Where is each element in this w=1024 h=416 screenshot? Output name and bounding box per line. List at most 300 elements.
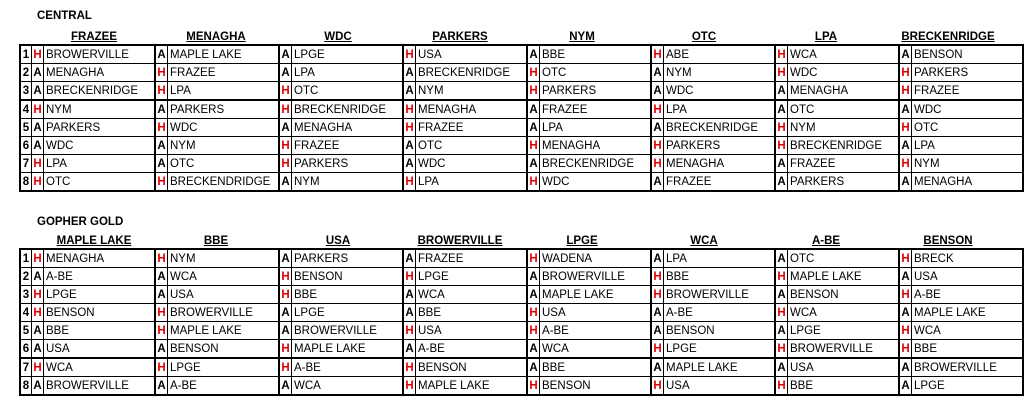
home-away-flag: A bbox=[279, 322, 292, 340]
column-header: LPGE bbox=[566, 235, 598, 247]
home-away-flag: H bbox=[155, 322, 168, 340]
opponent-cell: LPA bbox=[540, 119, 652, 137]
opponent-cell: LPA bbox=[44, 155, 156, 173]
opponent-cell: BENSON bbox=[168, 340, 280, 359]
home-away-flag: H bbox=[775, 45, 788, 64]
opponent-cell: FRAZEE bbox=[292, 137, 404, 155]
opponent-cell: OTC bbox=[912, 119, 1024, 137]
home-away-flag: A bbox=[527, 100, 540, 119]
row-number: 5 bbox=[20, 119, 32, 137]
home-away-flag: H bbox=[32, 358, 44, 377]
opponent-cell: BRECKENRIDGE bbox=[664, 119, 776, 137]
opponent-cell: BROWERVILLE bbox=[292, 322, 404, 340]
home-away-flag: A bbox=[527, 119, 540, 137]
home-away-flag: A bbox=[403, 286, 416, 304]
opponent-cell: USA bbox=[168, 286, 280, 304]
central-schedule-table bbox=[19, 44, 1024, 192]
home-away-flag: A bbox=[155, 137, 168, 155]
opponent-cell: LPGE bbox=[168, 358, 280, 377]
central-header bbox=[33, 28, 1009, 44]
row-number: 4 bbox=[20, 304, 32, 322]
home-away-flag: H bbox=[651, 268, 664, 286]
opponent-cell: MENAGHA bbox=[44, 64, 156, 82]
opponent-cell: A-BE bbox=[44, 268, 156, 286]
opponent-cell: A-BE bbox=[912, 286, 1024, 304]
opponent-cell: BENSON bbox=[416, 358, 528, 377]
home-away-flag: A bbox=[32, 82, 44, 101]
opponent-cell: FRAZEE bbox=[912, 82, 1024, 101]
opponent-cell: BBE bbox=[912, 340, 1024, 359]
opponent-cell: BRECKENRIDGE bbox=[44, 82, 156, 101]
home-away-flag: H bbox=[403, 119, 416, 137]
opponent-cell: MAPLE LAKE bbox=[788, 268, 900, 286]
home-away-flag: A bbox=[403, 304, 416, 322]
home-away-flag: A bbox=[403, 64, 416, 82]
home-away-flag: H bbox=[32, 173, 44, 192]
row-number: 8 bbox=[20, 377, 32, 396]
row-number: 6 bbox=[20, 137, 32, 155]
home-away-flag: A bbox=[279, 377, 292, 396]
home-away-flag: H bbox=[651, 137, 664, 155]
home-away-flag: A bbox=[32, 377, 44, 396]
home-away-flag: H bbox=[527, 249, 540, 268]
opponent-cell: BBE bbox=[664, 268, 776, 286]
opponent-cell: BBE bbox=[540, 45, 652, 64]
opponent-cell: LPGE bbox=[912, 377, 1024, 396]
opponent-cell: FRAZEE bbox=[416, 119, 528, 137]
home-away-flag: H bbox=[899, 64, 912, 82]
home-away-flag: A bbox=[527, 286, 540, 304]
home-away-flag: A bbox=[527, 268, 540, 286]
table-row bbox=[20, 137, 1023, 155]
row-number: 3 bbox=[20, 286, 32, 304]
opponent-cell: WDC bbox=[540, 173, 652, 192]
home-away-flag: A bbox=[32, 268, 44, 286]
home-away-flag: A bbox=[651, 304, 664, 322]
gopher-gold-header bbox=[33, 232, 1009, 248]
opponent-cell: BENSON bbox=[788, 286, 900, 304]
opponent-cell: WCA bbox=[540, 340, 652, 359]
home-away-flag: A bbox=[155, 377, 168, 396]
home-away-flag: A bbox=[899, 137, 912, 155]
home-away-flag: A bbox=[899, 268, 912, 286]
column-header: BBE bbox=[203, 235, 229, 247]
home-away-flag: H bbox=[651, 45, 664, 64]
opponent-cell: A-BE bbox=[416, 340, 528, 359]
opponent-cell: USA bbox=[788, 358, 900, 377]
gopher-gold-schedule-table bbox=[19, 248, 1024, 396]
home-away-flag: H bbox=[155, 64, 168, 82]
home-away-flag: H bbox=[155, 304, 168, 322]
table-row bbox=[20, 268, 1023, 286]
home-away-flag: A bbox=[899, 100, 912, 119]
opponent-cell: MAPLE LAKE bbox=[168, 322, 280, 340]
column-header: BENSON bbox=[923, 235, 973, 247]
column-header: WDC bbox=[324, 31, 352, 43]
opponent-cell: LPA bbox=[292, 64, 404, 82]
opponent-cell: OTC bbox=[540, 64, 652, 82]
opponent-cell: ABE bbox=[664, 45, 776, 64]
table-row bbox=[20, 100, 1023, 119]
table-row bbox=[20, 119, 1023, 137]
opponent-cell: MAPLE LAKE bbox=[664, 358, 776, 377]
home-away-flag: H bbox=[32, 100, 44, 119]
home-away-flag: H bbox=[527, 137, 540, 155]
opponent-cell: WDC bbox=[664, 82, 776, 101]
opponent-cell: BRECKENRIDGE bbox=[540, 155, 652, 173]
home-away-flag: A bbox=[651, 119, 664, 137]
opponent-cell: FRAZEE bbox=[664, 173, 776, 192]
column-header: MAPLE LAKE bbox=[56, 235, 132, 247]
home-away-flag: H bbox=[899, 322, 912, 340]
row-number: 1 bbox=[20, 45, 32, 64]
home-away-flag: H bbox=[899, 82, 912, 101]
opponent-cell: OTC bbox=[168, 155, 280, 173]
home-away-flag: A bbox=[279, 64, 292, 82]
home-away-flag: H bbox=[527, 82, 540, 101]
opponent-cell: BROWERVILLE bbox=[540, 268, 652, 286]
opponent-cell: NYM bbox=[912, 155, 1024, 173]
home-away-flag: H bbox=[527, 322, 540, 340]
table-row bbox=[20, 304, 1023, 322]
opponent-cell: BBE bbox=[416, 304, 528, 322]
table-row bbox=[20, 249, 1023, 268]
opponent-cell: NYM bbox=[788, 119, 900, 137]
home-away-flag: H bbox=[775, 64, 788, 82]
column-header: FRAZEE bbox=[71, 31, 117, 43]
row-number: 7 bbox=[20, 155, 32, 173]
opponent-cell: BRECKENDRIDGE bbox=[168, 173, 280, 192]
home-away-flag: H bbox=[775, 137, 788, 155]
opponent-cell: WCA bbox=[788, 304, 900, 322]
opponent-cell: MENAGHA bbox=[664, 155, 776, 173]
opponent-cell: BROWERVILLE bbox=[44, 45, 156, 64]
opponent-cell: MAPLE LAKE bbox=[168, 45, 280, 64]
opponent-cell: BRECK bbox=[912, 249, 1024, 268]
home-away-flag: H bbox=[155, 358, 168, 377]
opponent-cell: WCA bbox=[416, 286, 528, 304]
home-away-flag: A bbox=[899, 304, 912, 322]
home-away-flag: H bbox=[403, 358, 416, 377]
opponent-cell: BBE bbox=[788, 377, 900, 396]
table-row bbox=[20, 45, 1023, 64]
central-section bbox=[19, 28, 1009, 192]
home-away-flag: A bbox=[899, 173, 912, 192]
home-away-flag: H bbox=[403, 322, 416, 340]
opponent-cell: NYM bbox=[168, 249, 280, 268]
opponent-cell: PARKERS bbox=[912, 64, 1024, 82]
home-away-flag: H bbox=[527, 173, 540, 192]
opponent-cell: PARKERS bbox=[168, 100, 280, 119]
table-row bbox=[20, 82, 1023, 101]
opponent-cell: A-BE bbox=[540, 322, 652, 340]
opponent-cell: MENAGHA bbox=[912, 173, 1024, 192]
home-away-flag: A bbox=[651, 358, 664, 377]
home-away-flag: A bbox=[775, 82, 788, 101]
opponent-cell: MAPLE LAKE bbox=[292, 340, 404, 359]
home-away-flag: H bbox=[32, 155, 44, 173]
home-away-flag: H bbox=[651, 100, 664, 119]
opponent-cell: FRAZEE bbox=[540, 100, 652, 119]
home-away-flag: A bbox=[32, 137, 44, 155]
opponent-cell: LPGE bbox=[44, 286, 156, 304]
table-row bbox=[20, 155, 1023, 173]
opponent-cell: USA bbox=[664, 377, 776, 396]
opponent-cell: LPA bbox=[168, 82, 280, 101]
opponent-cell: LPGE bbox=[664, 340, 776, 359]
home-away-flag: H bbox=[279, 100, 292, 119]
row-number: 7 bbox=[20, 358, 32, 377]
row-number: 2 bbox=[20, 268, 32, 286]
home-away-flag: A bbox=[279, 45, 292, 64]
row-number: 3 bbox=[20, 82, 32, 101]
opponent-cell: A-BE bbox=[168, 377, 280, 396]
column-header: OTC bbox=[691, 31, 717, 43]
home-away-flag: A bbox=[775, 100, 788, 119]
row-number: 4 bbox=[20, 100, 32, 119]
home-away-flag: A bbox=[899, 45, 912, 64]
column-header: LPA bbox=[814, 31, 838, 43]
column-header: USA bbox=[325, 235, 351, 247]
gopher-gold-section bbox=[19, 232, 1009, 396]
opponent-cell: OTC bbox=[292, 82, 404, 101]
home-away-flag: A bbox=[775, 155, 788, 173]
home-away-flag: H bbox=[155, 173, 168, 192]
opponent-cell: A-BE bbox=[292, 358, 404, 377]
opponent-cell: MAPLE LAKE bbox=[912, 304, 1024, 322]
opponent-cell: NYM bbox=[168, 137, 280, 155]
opponent-cell: BRECKENRIDGE bbox=[292, 100, 404, 119]
opponent-cell: PARKERS bbox=[788, 173, 900, 192]
home-away-flag: H bbox=[651, 340, 664, 359]
central-title: CENTRAL bbox=[37, 10, 92, 22]
opponent-cell: WCA bbox=[292, 377, 404, 396]
home-away-flag: H bbox=[775, 377, 788, 396]
home-away-flag: H bbox=[32, 45, 44, 64]
home-away-flag: H bbox=[279, 137, 292, 155]
home-away-flag: A bbox=[279, 119, 292, 137]
opponent-cell: BBE bbox=[44, 322, 156, 340]
opponent-cell: MENAGHA bbox=[44, 249, 156, 268]
home-away-flag: A bbox=[32, 119, 44, 137]
home-away-flag: H bbox=[899, 249, 912, 268]
home-away-flag: A bbox=[775, 249, 788, 268]
home-away-flag: A bbox=[775, 322, 788, 340]
home-away-flag: H bbox=[279, 358, 292, 377]
opponent-cell: WCA bbox=[44, 358, 156, 377]
home-away-flag: A bbox=[155, 155, 168, 173]
opponent-cell: BROWERVILLE bbox=[664, 286, 776, 304]
home-away-flag: H bbox=[155, 82, 168, 101]
home-away-flag: H bbox=[155, 119, 168, 137]
home-away-flag: H bbox=[32, 286, 44, 304]
home-away-flag: A bbox=[32, 340, 44, 359]
opponent-cell: LPA bbox=[912, 137, 1024, 155]
home-away-flag: A bbox=[527, 155, 540, 173]
home-away-flag: A bbox=[403, 155, 416, 173]
opponent-cell: PARKERS bbox=[292, 249, 404, 268]
opponent-cell: USA bbox=[44, 340, 156, 359]
home-away-flag: A bbox=[899, 377, 912, 396]
home-away-flag: H bbox=[527, 377, 540, 396]
home-away-flag: H bbox=[403, 173, 416, 192]
home-away-flag: A bbox=[651, 249, 664, 268]
opponent-cell: NYM bbox=[664, 64, 776, 82]
home-away-flag: H bbox=[279, 286, 292, 304]
home-away-flag: H bbox=[155, 249, 168, 268]
column-header: MENAGHA bbox=[186, 31, 246, 43]
home-away-flag: A bbox=[403, 340, 416, 359]
opponent-cell: USA bbox=[416, 45, 528, 64]
opponent-cell: BENSON bbox=[540, 377, 652, 396]
opponent-cell: WCA bbox=[168, 268, 280, 286]
home-away-flag: A bbox=[155, 340, 168, 359]
opponent-cell: LPGE bbox=[788, 322, 900, 340]
home-away-flag: A bbox=[651, 82, 664, 101]
home-away-flag: H bbox=[899, 155, 912, 173]
home-away-flag: H bbox=[899, 286, 912, 304]
row-number: 6 bbox=[20, 340, 32, 359]
home-away-flag: H bbox=[279, 340, 292, 359]
opponent-cell: BRECKENRIDGE bbox=[416, 64, 528, 82]
opponent-cell: LPA bbox=[416, 173, 528, 192]
opponent-cell: USA bbox=[416, 322, 528, 340]
opponent-cell: PARKERS bbox=[664, 137, 776, 155]
home-away-flag: H bbox=[279, 268, 292, 286]
home-away-flag: H bbox=[527, 304, 540, 322]
home-away-flag: A bbox=[775, 286, 788, 304]
opponent-cell: USA bbox=[912, 268, 1024, 286]
home-away-flag: H bbox=[403, 377, 416, 396]
home-away-flag: A bbox=[527, 45, 540, 64]
home-away-flag: H bbox=[527, 64, 540, 82]
home-away-flag: H bbox=[775, 268, 788, 286]
opponent-cell: FRAZEE bbox=[788, 155, 900, 173]
opponent-cell: WDC bbox=[912, 100, 1024, 119]
opponent-cell: WDC bbox=[416, 155, 528, 173]
opponent-cell: NYM bbox=[292, 173, 404, 192]
opponent-cell: BRECKENRIDGE bbox=[788, 137, 900, 155]
home-away-flag: A bbox=[155, 100, 168, 119]
opponent-cell: PARKERS bbox=[44, 119, 156, 137]
opponent-cell: USA bbox=[540, 304, 652, 322]
home-away-flag: H bbox=[32, 249, 44, 268]
home-away-flag: H bbox=[279, 155, 292, 173]
home-away-flag: A bbox=[155, 268, 168, 286]
opponent-cell: WADENA bbox=[540, 249, 652, 268]
opponent-cell: MAPLE LAKE bbox=[416, 377, 528, 396]
home-away-flag: A bbox=[899, 358, 912, 377]
opponent-cell: MENAGHA bbox=[416, 100, 528, 119]
opponent-cell: PARKERS bbox=[540, 82, 652, 101]
opponent-cell: NYM bbox=[44, 100, 156, 119]
home-away-flag: A bbox=[155, 286, 168, 304]
opponent-cell: OTC bbox=[416, 137, 528, 155]
table-row bbox=[20, 64, 1023, 82]
table-row bbox=[20, 358, 1023, 377]
opponent-cell: WCA bbox=[912, 322, 1024, 340]
opponent-cell: LPA bbox=[664, 249, 776, 268]
opponent-cell: PARKERS bbox=[292, 155, 404, 173]
opponent-cell: BENSON bbox=[44, 304, 156, 322]
opponent-cell: MENAGHA bbox=[540, 137, 652, 155]
opponent-cell: BBE bbox=[540, 358, 652, 377]
column-header: A-BE bbox=[811, 235, 841, 247]
home-away-flag: A bbox=[527, 340, 540, 359]
home-away-flag: A bbox=[651, 322, 664, 340]
opponent-cell: WCA bbox=[788, 45, 900, 64]
column-header: BROWERVILLE bbox=[417, 235, 503, 247]
opponent-cell: WDC bbox=[168, 119, 280, 137]
opponent-cell: FRAZEE bbox=[416, 249, 528, 268]
opponent-cell: MENAGHA bbox=[292, 119, 404, 137]
opponent-cell: WDC bbox=[788, 64, 900, 82]
home-away-flag: A bbox=[279, 173, 292, 192]
opponent-cell: BENSON bbox=[664, 322, 776, 340]
home-away-flag: H bbox=[651, 155, 664, 173]
home-away-flag: H bbox=[775, 304, 788, 322]
opponent-cell: OTC bbox=[788, 249, 900, 268]
table-row bbox=[20, 286, 1023, 304]
home-away-flag: H bbox=[651, 286, 664, 304]
opponent-cell: WDC bbox=[44, 137, 156, 155]
opponent-cell: LPGE bbox=[292, 304, 404, 322]
home-away-flag: A bbox=[279, 304, 292, 322]
opponent-cell: MENAGHA bbox=[788, 82, 900, 101]
opponent-cell: A-BE bbox=[664, 304, 776, 322]
column-header: WCA bbox=[690, 235, 718, 247]
opponent-cell: BENSON bbox=[292, 268, 404, 286]
home-away-flag: H bbox=[32, 304, 44, 322]
opponent-cell: OTC bbox=[788, 100, 900, 119]
home-away-flag: A bbox=[32, 64, 44, 82]
row-number: 1 bbox=[20, 249, 32, 268]
opponent-cell: MAPLE LAKE bbox=[540, 286, 652, 304]
home-away-flag: A bbox=[775, 358, 788, 377]
opponent-cell: BROWERVILLE bbox=[912, 358, 1024, 377]
home-away-flag: H bbox=[651, 377, 664, 396]
opponent-cell: BENSON bbox=[912, 45, 1024, 64]
opponent-cell: LPGE bbox=[416, 268, 528, 286]
opponent-cell: NYM bbox=[416, 82, 528, 101]
home-away-flag: H bbox=[403, 100, 416, 119]
home-away-flag: A bbox=[403, 249, 416, 268]
home-away-flag: A bbox=[155, 45, 168, 64]
home-away-flag: H bbox=[899, 119, 912, 137]
opponent-cell: BBE bbox=[292, 286, 404, 304]
row-number: 2 bbox=[20, 64, 32, 82]
home-away-flag: H bbox=[279, 82, 292, 101]
gopher-gold-title: GOPHER GOLD bbox=[37, 216, 124, 228]
table-row bbox=[20, 173, 1023, 192]
opponent-cell: FRAZEE bbox=[168, 64, 280, 82]
home-away-flag: A bbox=[651, 64, 664, 82]
opponent-cell: LPGE bbox=[292, 45, 404, 64]
column-header: BRECKENRIDGE bbox=[901, 31, 995, 43]
opponent-cell: BROWERVILLE bbox=[788, 340, 900, 359]
home-away-flag: H bbox=[775, 340, 788, 359]
home-away-flag: A bbox=[403, 82, 416, 101]
opponent-cell: BROWERVILLE bbox=[44, 377, 156, 396]
home-away-flag: A bbox=[32, 322, 44, 340]
table-row bbox=[20, 377, 1023, 396]
home-away-flag: H bbox=[403, 268, 416, 286]
column-header: PARKERS bbox=[432, 31, 488, 43]
home-away-flag: A bbox=[775, 173, 788, 192]
row-number: 5 bbox=[20, 322, 32, 340]
table-row bbox=[20, 322, 1023, 340]
home-away-flag: A bbox=[279, 249, 292, 268]
